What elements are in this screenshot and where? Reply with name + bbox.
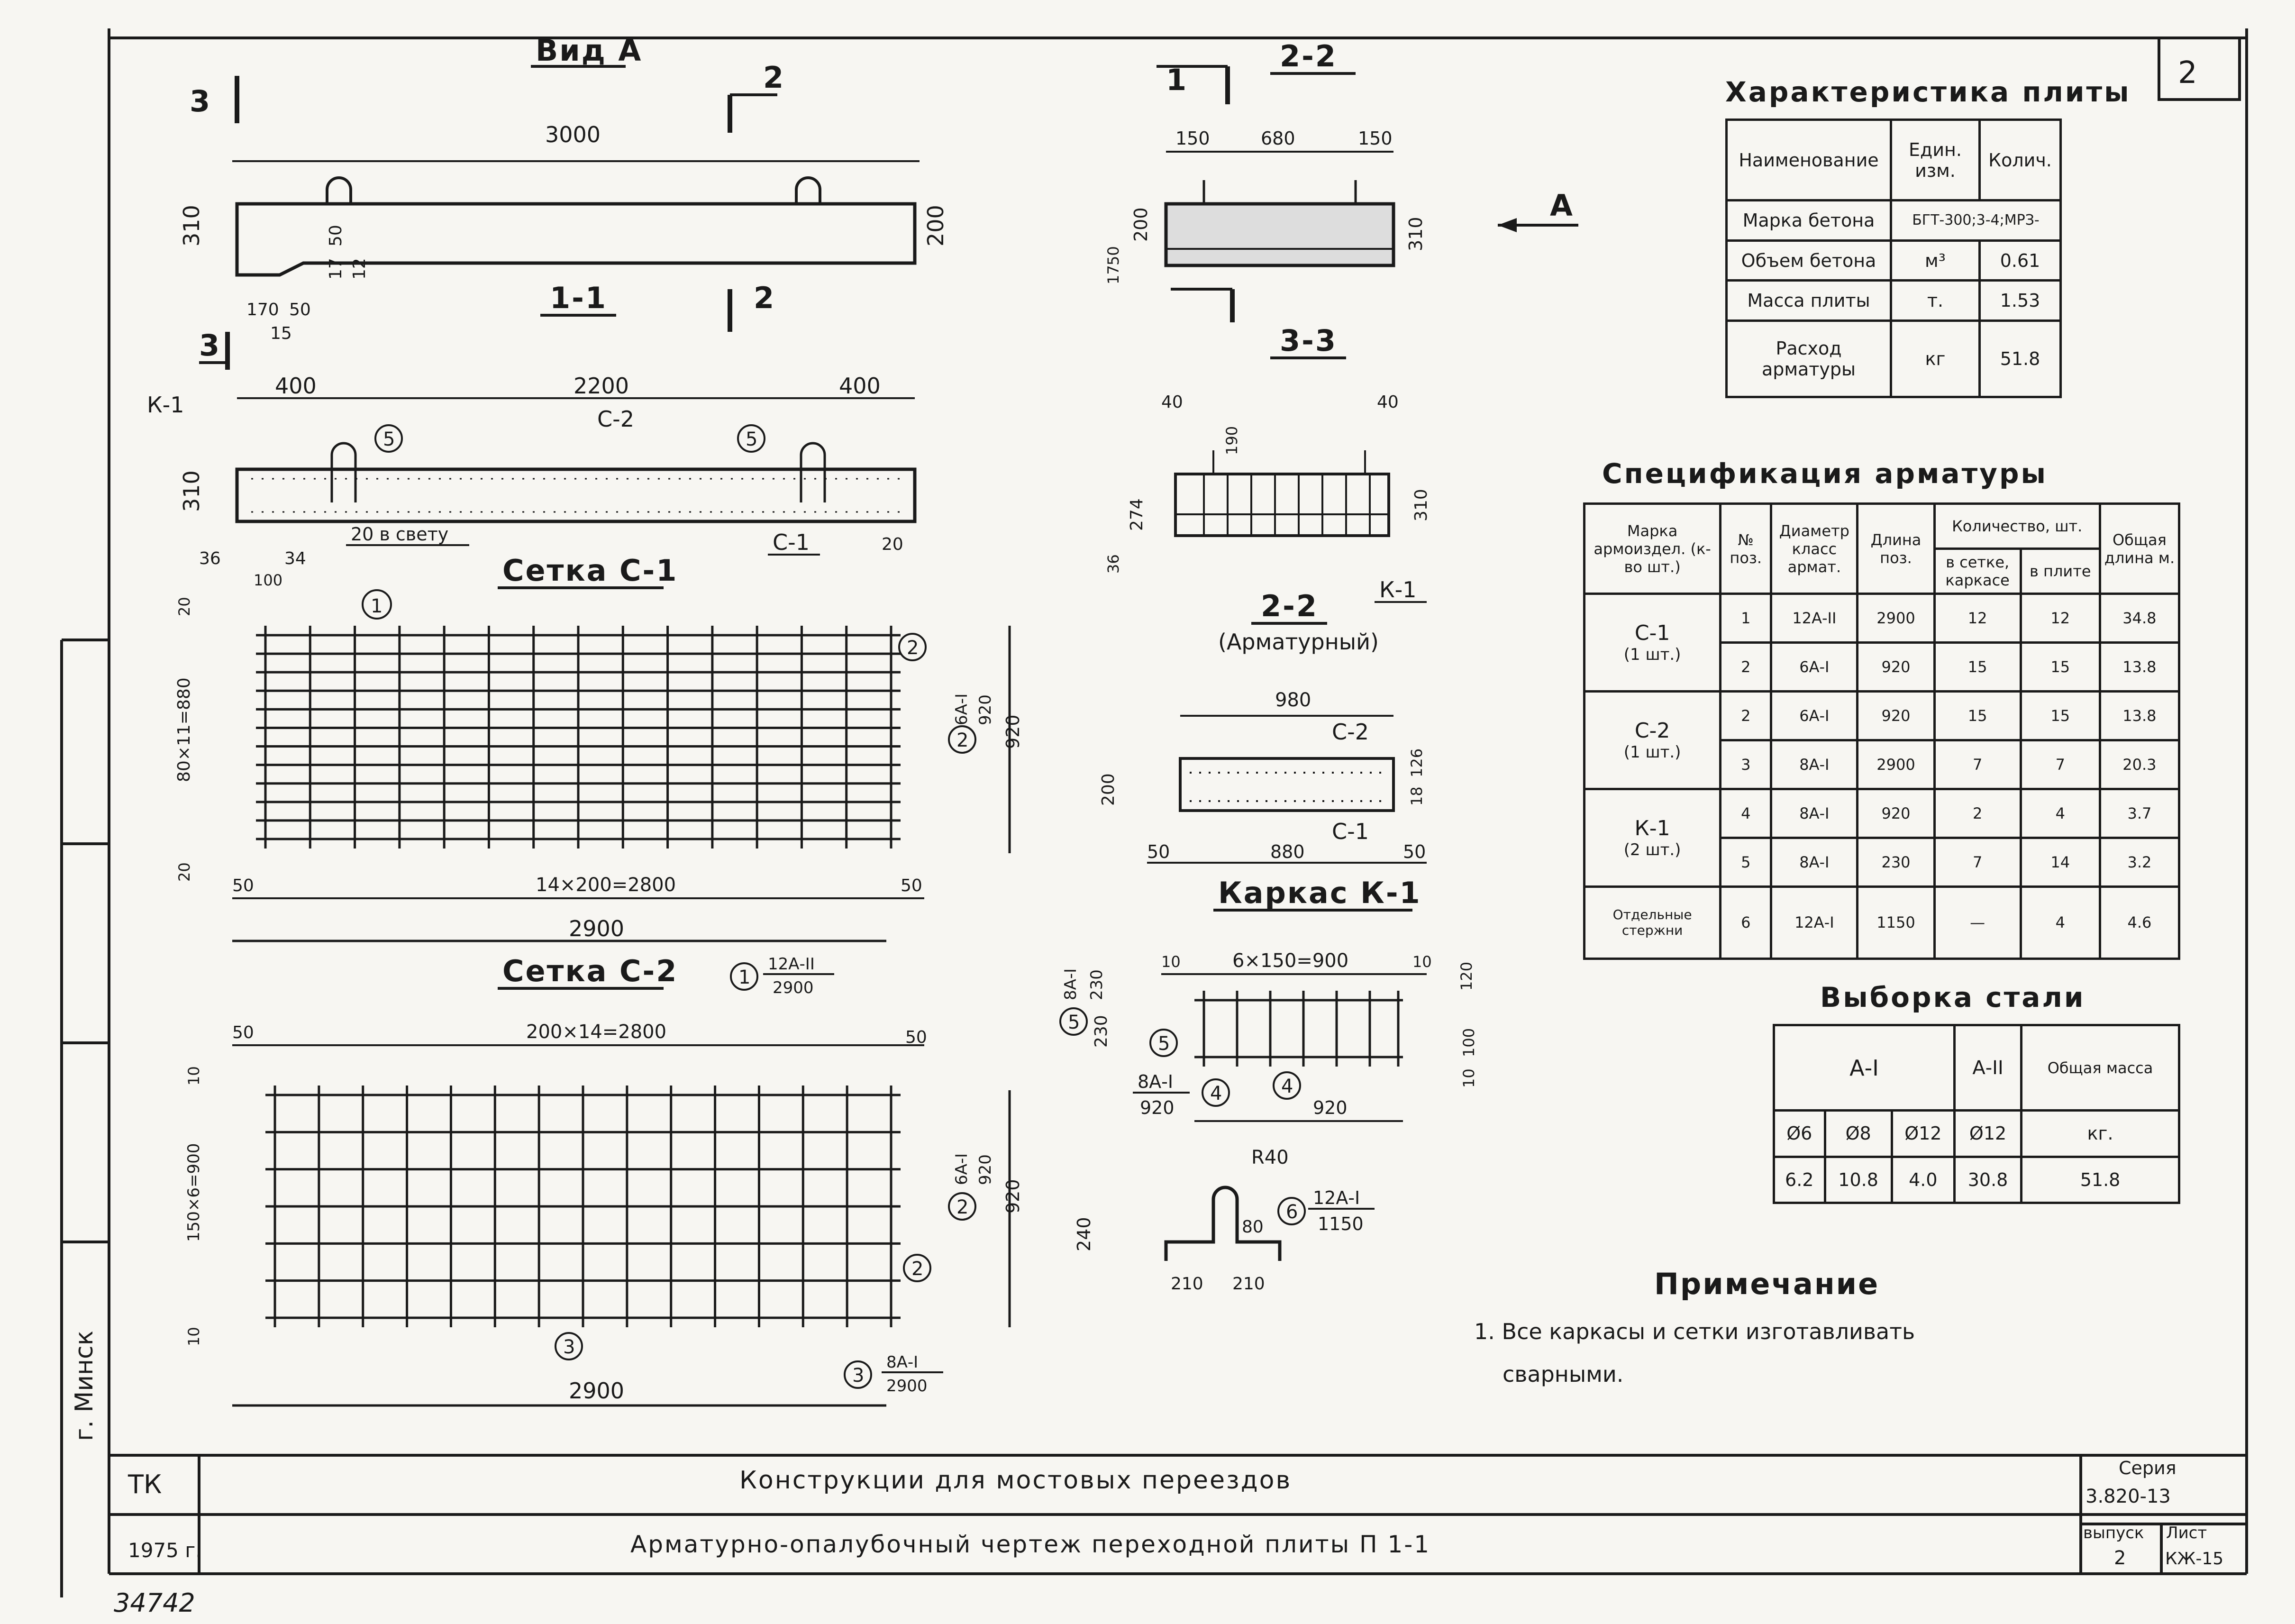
table-cell: 920 xyxy=(1858,642,1934,691)
position-marker: 4 xyxy=(1210,1083,1222,1104)
frame-section xyxy=(1099,689,1427,863)
mesh-c2-title: Сетка С-2 xyxy=(502,954,678,988)
org-label: ТК xyxy=(128,1469,162,1499)
table-cell: Расход арматуры xyxy=(1727,321,1891,397)
dim-label: 920 xyxy=(1313,1097,1348,1118)
table-cell: 920 xyxy=(1858,789,1934,838)
position-marker: 5 xyxy=(1158,1033,1170,1055)
dim-label: 120 xyxy=(1457,961,1475,991)
value-cell: 51.8 xyxy=(2022,1157,2179,1203)
bar-length: 230 xyxy=(1087,969,1106,1000)
section-subtitle: (Арматурный) xyxy=(1218,629,1379,655)
dim-label: 34 xyxy=(284,549,306,568)
table-cell: Масса плиты xyxy=(1727,281,1891,321)
table-cell: 15 xyxy=(1934,691,2021,740)
position-marker: 1 xyxy=(738,967,751,988)
dim-label: 100 xyxy=(254,571,283,589)
steel-title: Выборка стали xyxy=(1820,981,2086,1013)
position-marker: 2 xyxy=(956,1196,969,1218)
table-cell: 8А-I xyxy=(1771,789,1858,838)
dim-label: 200 xyxy=(1130,207,1151,242)
mesh-c1-title: Сетка С-1 xyxy=(502,553,678,588)
dim-label: 80 xyxy=(1242,1217,1264,1237)
specification-table xyxy=(1583,502,2180,960)
header-cell: Диаметр класс армат. xyxy=(1771,504,1858,594)
table-cell: 15 xyxy=(2021,642,2100,691)
arrow-a: А xyxy=(1550,188,1574,223)
dim-label: 14×200=2800 xyxy=(536,874,676,896)
table-cell: 1.53 xyxy=(1980,281,2061,321)
group-cell xyxy=(1585,789,1721,886)
position-marker: 2 xyxy=(907,637,919,659)
sheet-label: Лист xyxy=(2166,1524,2207,1542)
header-cell: Количество, шт. xyxy=(1934,504,2100,549)
dim-label: 10 xyxy=(185,1327,203,1346)
dim-label: 18 xyxy=(1408,786,1426,806)
group-count: (2 шт.) xyxy=(1623,840,1681,859)
dim-label: 400 xyxy=(839,373,881,399)
clear-span-label: 20 в свету xyxy=(351,524,449,545)
mesh-c2 xyxy=(184,954,1023,1405)
section-title: 2-2 xyxy=(1261,589,1319,623)
bar-length: 1150 xyxy=(1318,1213,1364,1234)
cut-mark: 2 xyxy=(754,281,776,315)
cut-mark: 2 xyxy=(763,60,785,95)
dim-label: 200 xyxy=(923,205,948,246)
value-cell: 10.8 xyxy=(1825,1157,1892,1203)
dim-label: 680 xyxy=(1261,128,1295,149)
characteristic-title: Характеристика плиты xyxy=(1725,76,2131,108)
dim-label: 310 xyxy=(179,205,204,246)
note-line: сварными. xyxy=(1503,1361,1624,1387)
position-marker: 1 xyxy=(371,595,383,617)
group-mark: С-2 xyxy=(1634,718,1670,743)
characteristic-table xyxy=(1725,119,2062,398)
header-cell: Наименование xyxy=(1727,120,1891,201)
dim-label: 980 xyxy=(1275,689,1311,711)
group-cell xyxy=(1585,594,1721,692)
table-cell: 13.8 xyxy=(2100,691,2179,740)
table-cell: 2 xyxy=(1721,642,1771,691)
table-cell: 20.3 xyxy=(2100,740,2179,789)
header-cell: Длина поз. xyxy=(1858,504,1934,594)
dim-label: 200 xyxy=(1099,773,1118,806)
bar-length: 920 xyxy=(976,1154,995,1185)
bar-length: 920 xyxy=(1140,1097,1175,1118)
table-cell: 12 xyxy=(1934,594,2021,643)
dim-label: 10 xyxy=(185,1066,203,1086)
mark-label: К-1 xyxy=(147,392,184,418)
dim-label: 10 xyxy=(1460,1068,1478,1088)
table-cell: 230 xyxy=(1858,838,1934,886)
dim-label: 36 xyxy=(199,549,221,568)
position-marker: 5 xyxy=(383,429,395,450)
section-1-1 xyxy=(147,281,915,589)
table-cell: 14 xyxy=(2021,838,2100,886)
dim-label: 50 xyxy=(289,300,311,319)
dim-label: 920 xyxy=(1002,1179,1023,1213)
table-cell: 4 xyxy=(1721,789,1771,838)
dim-label: 50 xyxy=(232,1023,254,1042)
table-cell: 1 xyxy=(1721,594,1771,643)
table-cell: 2 xyxy=(1934,789,2021,838)
project-title: Конструкции для мостовых переездов xyxy=(739,1466,1292,1495)
diameter-cell: Ø8 xyxy=(1825,1111,1892,1157)
table-cell: 51.8 xyxy=(1980,321,2061,397)
cut-mark: 3 xyxy=(190,84,212,119)
issue-label: выпуск xyxy=(2083,1524,2144,1542)
dim-label: 210 xyxy=(1171,1274,1203,1294)
archive-number: 34742 xyxy=(114,1588,195,1618)
table-cell: Объем бетона xyxy=(1727,240,1891,281)
steel-table xyxy=(1773,1024,2180,1204)
table-cell: 6А-I xyxy=(1771,642,1858,691)
value-cell: 30.8 xyxy=(1954,1157,2021,1203)
unit-cell: кг. xyxy=(2022,1111,2179,1157)
table-cell: 2900 xyxy=(1858,594,1934,643)
dim-label: 190 xyxy=(1223,426,1241,455)
dim-label: 10 xyxy=(1161,953,1181,971)
dim-label: 880 xyxy=(1270,841,1305,862)
dim-label: 170 xyxy=(246,300,279,319)
drawing-title: Арматурно-опалубочный чертеж переходной плиты П 1-1 xyxy=(630,1531,1431,1558)
header-cell: № поз. xyxy=(1721,504,1771,594)
diameter-cell: Ø12 xyxy=(1954,1111,2021,1157)
dim-label: 17 xyxy=(1104,265,1122,284)
dim-label: 50 xyxy=(905,1028,927,1047)
value-cell: 6.2 xyxy=(1774,1157,1825,1203)
note xyxy=(1474,1267,1915,1387)
hook-radius: R40 xyxy=(1251,1147,1289,1168)
dim-label: 230 xyxy=(1092,1015,1111,1048)
group-mark: Отдельные стержни xyxy=(1585,886,1721,958)
table-cell: 7 xyxy=(1934,838,2021,886)
issue-value: 2 xyxy=(2114,1547,2126,1569)
table-cell: 12 xyxy=(2021,594,2100,643)
karkas-title: Каркас К-1 xyxy=(1218,876,1421,910)
series-value: 3.820-13 xyxy=(2086,1486,2171,1507)
bar-spec: 12А-I xyxy=(1313,1187,1360,1208)
table-cell: 4.6 xyxy=(2100,886,2179,958)
table-cell: 15 xyxy=(2021,691,2100,740)
table-cell: 7 xyxy=(1934,740,2021,789)
diameter-cell: Ø6 xyxy=(1774,1111,1825,1157)
bar-spec: 12А-II xyxy=(768,955,815,974)
section-2-2 xyxy=(1104,39,1426,322)
dim-label: 50 xyxy=(901,876,922,895)
dim-length: 3000 xyxy=(545,122,601,147)
table-cell: 12А-I xyxy=(1771,886,1858,958)
dim-label: 50 xyxy=(1104,246,1122,265)
group-count: (1 шт.) xyxy=(1623,645,1681,664)
header-cell: Един. изм. xyxy=(1891,120,1980,201)
position-marker: 2 xyxy=(956,730,969,751)
diameter-cell: Ø12 xyxy=(1892,1111,1954,1157)
dim-label: 20 xyxy=(175,862,193,882)
table-cell: 4 xyxy=(2021,789,2100,838)
table-cell: 920 xyxy=(1858,691,1934,740)
group-count: (1 шт.) xyxy=(1623,742,1681,762)
dim-total: 2900 xyxy=(569,916,625,941)
position-marker: 5 xyxy=(746,429,758,450)
dim-label: 17 xyxy=(326,258,346,280)
class-header: А-II xyxy=(1954,1025,2021,1111)
dim-label: 100 xyxy=(1460,1028,1478,1057)
table-cell: БГТ-300;3-4;МРЗ- xyxy=(1891,201,2061,241)
table-cell: 0.61 xyxy=(1980,240,2061,281)
position-marker: 5 xyxy=(1068,1012,1080,1033)
view-a-title: Вид А xyxy=(536,33,643,68)
dim-label: 400 xyxy=(275,373,317,399)
dim-label: 10 xyxy=(1412,953,1432,971)
table-cell: 1150 xyxy=(1858,886,1934,958)
header-cell: в сетке, каркасе xyxy=(1934,549,2021,594)
header-cell: в плите xyxy=(2021,549,2100,594)
dim-label: 6×150=900 xyxy=(1232,950,1349,972)
dim-label: 150 xyxy=(1175,128,1210,149)
section-1-1-title: 1-1 xyxy=(550,281,608,315)
dim-label: 40 xyxy=(1161,392,1183,412)
table-cell: 15 xyxy=(1934,642,2021,691)
section-3-3-title: 3-3 xyxy=(1280,323,1338,358)
table-cell: 6 xyxy=(1721,886,1771,958)
position-marker: 3 xyxy=(563,1336,575,1358)
dim-label: 20 xyxy=(882,535,903,554)
group-cell xyxy=(1585,691,1721,789)
dim-label: 80×11=880 xyxy=(174,677,194,782)
mark-label: К-1 xyxy=(1379,577,1417,602)
dim-label: 12 xyxy=(350,258,369,280)
sheet-number: 2 xyxy=(2178,55,2197,91)
bar-spec: 8А-I xyxy=(1138,1071,1174,1092)
bar-spec: 8А-I xyxy=(1061,968,1080,1000)
class-header: А-I xyxy=(1774,1025,1955,1111)
sheet-value: КЖ-15 xyxy=(2165,1549,2224,1569)
table-cell: 34.8 xyxy=(2100,594,2179,643)
specification-title: Спецификация арматуры xyxy=(1602,457,2048,490)
bar-spec: 6А-I xyxy=(952,1153,971,1185)
dim-label: 310 xyxy=(179,470,204,512)
bar-spec: 6А-I xyxy=(952,693,971,725)
cut-mark: 1 xyxy=(1166,63,1188,97)
karkas-k1 xyxy=(1060,876,1478,1121)
table-cell: 8А-I xyxy=(1771,740,1858,789)
mark-label: С-1 xyxy=(1332,819,1369,844)
table-cell: 5 xyxy=(1721,838,1771,886)
dim-label: 50 xyxy=(326,225,346,246)
city-label: г. Минск xyxy=(70,1330,99,1441)
dim-label: 310 xyxy=(1405,217,1426,251)
table-cell: 2900 xyxy=(1858,740,1934,789)
dim-label: 2200 xyxy=(574,373,629,399)
section-2-2-title: 2-2 xyxy=(1280,39,1338,73)
bar-length: 920 xyxy=(976,694,995,725)
dim-label: 126 xyxy=(1408,748,1426,777)
dim-label: 150×6=900 xyxy=(184,1143,203,1242)
header-cell: Марка армоиздел. (к-во шт.) xyxy=(1585,504,1721,594)
table-cell: 3.7 xyxy=(2100,789,2179,838)
bar-length: 2900 xyxy=(773,978,814,997)
dim-label: 50 xyxy=(1147,841,1170,862)
dim-label: 50 xyxy=(232,876,254,895)
group-mark: К-1 xyxy=(1634,816,1670,840)
view-a xyxy=(179,33,1578,343)
table-cell: 13.8 xyxy=(2100,642,2179,691)
bar-spec: 8А-I xyxy=(886,1353,919,1372)
table-cell: 6А-I xyxy=(1771,691,1858,740)
dim-label: 920 xyxy=(1002,714,1023,749)
table-cell: 3 xyxy=(1721,740,1771,789)
mesh-c1 xyxy=(174,553,1023,941)
section-2-2-armature xyxy=(1218,577,1427,655)
table-cell: 2 xyxy=(1721,691,1771,740)
dim-label: 50 xyxy=(1403,841,1426,862)
dim-label: 240 xyxy=(1074,1217,1094,1251)
position-marker: 4 xyxy=(1281,1076,1293,1097)
position-marker: 2 xyxy=(911,1258,924,1280)
position-marker: 3 xyxy=(852,1365,865,1387)
table-cell: Марка бетона xyxy=(1727,201,1891,241)
dim-label: 15 xyxy=(270,324,292,343)
series-label: Серия xyxy=(2119,1458,2177,1478)
note-line: 1. Все каркасы и сетки изготавливать xyxy=(1474,1319,1915,1344)
table-cell: т. xyxy=(1891,281,1980,321)
dim-label: 210 xyxy=(1232,1274,1265,1294)
header-cell: Колич. xyxy=(1980,120,2061,201)
mark-label: С-2 xyxy=(1332,719,1369,745)
dim-label: 200×14=2800 xyxy=(526,1021,667,1043)
table-cell: кг xyxy=(1891,321,1980,397)
table-cell: 12А-II xyxy=(1771,594,1858,643)
mark-label: С-2 xyxy=(597,406,634,432)
table-cell: 8А-I xyxy=(1771,838,1858,886)
cut-mark: 3 xyxy=(199,328,221,363)
table-cell: — xyxy=(1934,886,2021,958)
dim-label: 310 xyxy=(1412,489,1431,521)
dim-label: 40 xyxy=(1377,392,1399,412)
value-cell: 4.0 xyxy=(1892,1157,1954,1203)
table-cell: 7 xyxy=(2021,740,2100,789)
bar-length: 2900 xyxy=(886,1377,928,1396)
dim-label: 36 xyxy=(1104,554,1122,574)
group-mark: С-1 xyxy=(1634,620,1670,645)
position-marker: 6 xyxy=(1286,1201,1298,1223)
hook-bar xyxy=(1074,1147,1375,1294)
dim-label: 20 xyxy=(175,597,193,616)
dim-label: 150 xyxy=(1358,128,1393,149)
header-cell: Общая длина м. xyxy=(2100,504,2179,594)
table-cell: 3.2 xyxy=(2100,838,2179,886)
note-title: Примечание xyxy=(1654,1267,1880,1301)
dim-label: 274 xyxy=(1127,498,1147,531)
total-header: Общая масса xyxy=(2022,1025,2179,1111)
section-3-3 xyxy=(1104,323,1431,574)
dim-total: 2900 xyxy=(569,1378,625,1404)
year-label: 1975 г. xyxy=(128,1539,202,1562)
mark-label: С-1 xyxy=(773,529,810,555)
table-cell: м³ xyxy=(1891,240,1980,281)
table-cell: 4 xyxy=(2021,886,2100,958)
